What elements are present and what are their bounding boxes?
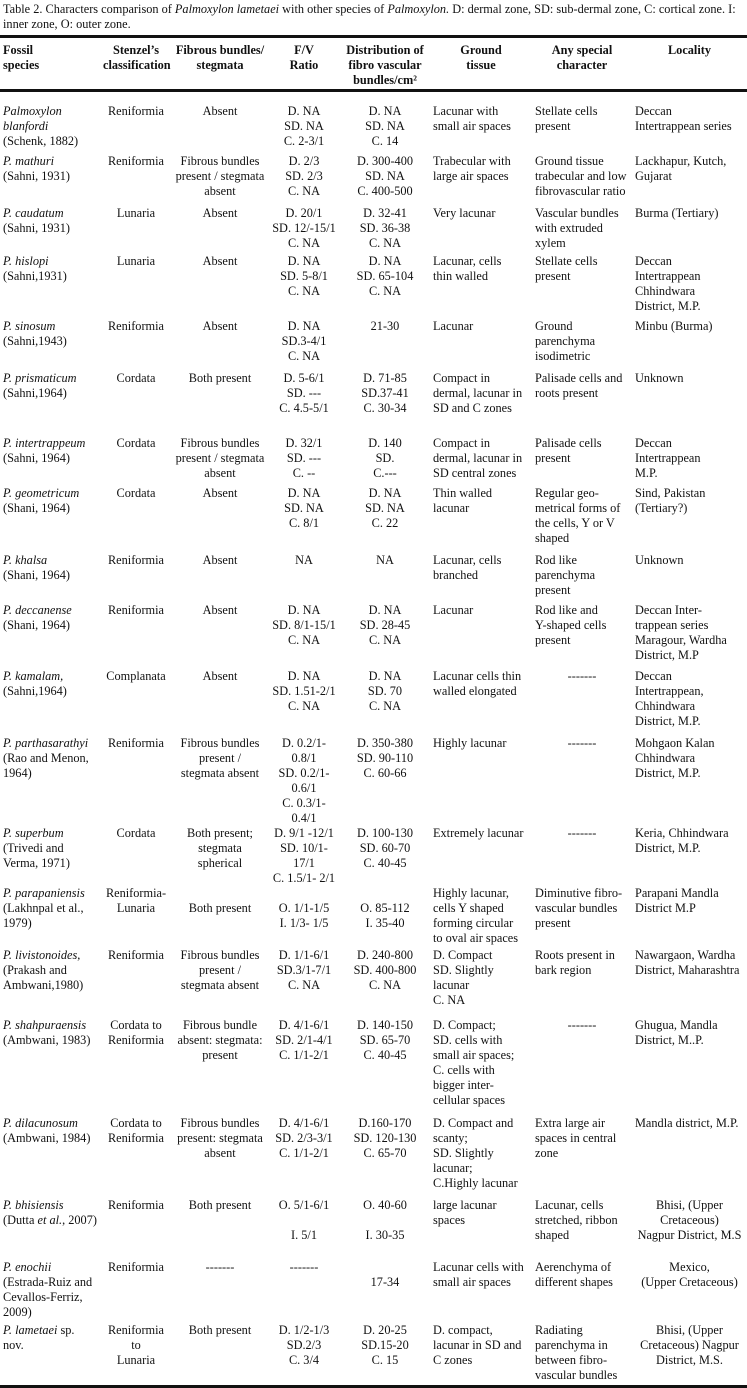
table-row [0, 886, 747, 948]
cell-fossil-species [0, 736, 100, 826]
cell-fossil-species [0, 254, 100, 319]
header-distribution: Distribution of fibro vascular bundles/cm² [346, 43, 424, 87]
cell-ground-tissue: D. Compact; SD. cells with small air spaces; C. cells with bigger inter- cellular spaces [433, 1017, 515, 1107]
table-body [0, 91, 747, 1387]
cell-distribution: D. 140-150 SD. 65-70 C. 40-45 [356, 1017, 413, 1062]
cell-fossil-species [0, 603, 100, 669]
italic-text: P. mathuri [3, 153, 55, 168]
text: , 2007) [62, 1212, 97, 1227]
table-row [0, 319, 747, 371]
cell-fv-ratio: D. NA SD. 5-8/1 C. NA [280, 253, 328, 298]
cell-fossil-species [0, 1260, 100, 1323]
cell-fibrous-bundles: Both present; stegmata spherical [187, 825, 253, 870]
cell-stenzel-classification: Reniformia [107, 318, 164, 333]
text: D: dermal zone, SD: sub-dermal zone, C: cortical zone. I: inner zone, O: outer zone. [3, 2, 736, 31]
table-row [0, 1198, 747, 1260]
cell-ground-tissue: Highly lacunar, cells Y shaped forming circular to oval air spaces [433, 885, 519, 945]
text: (Trivedi and Verma, 1971) [3, 840, 70, 870]
cell-locality: Minbu (Burma) [635, 318, 713, 333]
italic-text: P. khalsa [3, 552, 48, 567]
text: (Ambwani, 1984) [3, 1130, 91, 1145]
cell-special-character: Regular geo- metrical forms of the cells, Y or V shaped [535, 485, 621, 545]
cell-fibrous-bundles: Absent [202, 205, 238, 220]
cell-special-character: Radiating parenchyma in between fibro- vascular bundles [535, 1322, 618, 1382]
cell-ground-tissue: D. Compact SD. Slightly lacunar C. NA [433, 947, 494, 1007]
cell-distribution: D. NA SD. 65-104 C. NA [356, 253, 414, 298]
table-row [0, 1323, 747, 1387]
text: (Estrada-Ruiz and Cevallos-Ferriz, 2009) [3, 1274, 93, 1319]
cell-distribution: D. 100-130 SD. 60-70 C. 40-45 [356, 825, 413, 870]
cell-fv-ratio: D. 9/1 -12/1 SD. 10/1-17/1 C. 1.5/1- 2/1 [272, 825, 336, 885]
cell-stenzel-classification: Lunaria [116, 205, 156, 220]
cell-fossil-species [0, 948, 100, 1018]
header-stenzel-classification: Stenzel’s classification [103, 43, 171, 72]
cell-special-character: Palisade cells present [535, 435, 602, 465]
cell-stenzel-classification: Cordata [116, 435, 156, 450]
cell-fibrous-bundles: Absent [202, 668, 238, 683]
comparison-table [0, 35, 747, 1388]
cell-fibrous-bundles: Fibrous bundle absent: stegmata: present [177, 1017, 263, 1062]
cell-stenzel-classification: Reniformia [107, 153, 164, 168]
table-row [0, 948, 747, 1018]
cell-fv-ratio: O. 5/1-6/1 I. 5/1 [278, 1197, 330, 1242]
cell-ground-tissue: Very lacunar [433, 205, 496, 220]
cell-ground-tissue: Lacunar cells with small air spaces [433, 1259, 524, 1289]
table-row [0, 1260, 747, 1323]
cell-fibrous-bundles: Absent [202, 602, 238, 617]
italic-text: P. dilacunosum [3, 1115, 78, 1130]
cell-fibrous-bundles: Both present [188, 1322, 252, 1337]
cell-fossil-species [0, 1323, 100, 1387]
cell-locality: Sind, Pakistan (Tertiary?) [635, 485, 706, 515]
text: with other species of [279, 2, 388, 16]
cell-stenzel-classification: Cordata [116, 825, 156, 840]
cell-locality: Parapani Mandla District M.P [635, 885, 719, 915]
cell-locality: Mandla district, M.P. [635, 1115, 739, 1130]
cell-ground-tissue: Lacunar, cells thin walled [433, 253, 502, 283]
cell-fv-ratio: D. 4/1-6/1 SD. 2/1-4/1 C. 1/1-2/1 [275, 1017, 333, 1062]
table-row [0, 1018, 747, 1116]
table-row [0, 1116, 747, 1198]
cell-ground-tissue: Lacunar [433, 602, 474, 617]
cell-ground-tissue: Lacunar with small air spaces [433, 104, 511, 133]
cell-special-character: Stellate cells present [535, 104, 598, 133]
cell-fossil-species [0, 154, 100, 206]
cell-distribution: NA [376, 552, 394, 567]
italic-text: P. parthasarathyi [3, 735, 89, 750]
cell-distribution: D. NA SD. 70 C. NA [367, 668, 403, 713]
cell-stenzel-classification: Complanata [106, 668, 166, 683]
cell-special-character: ------- [567, 668, 597, 683]
cell-ground-tissue: Trabecular with large air spaces [433, 153, 511, 183]
cell-distribution: D. 32-41 SD. 36-38 C. NA [359, 205, 411, 250]
cell-stenzel-classification: Reniformia [107, 947, 164, 962]
cell-special-character: ------- [567, 1017, 597, 1032]
italic-text: Palmoxylon blanfordi [3, 104, 62, 133]
italic-text: P. intertrappeum [3, 435, 86, 450]
cell-ground-tissue: Compact in dermal, lacunar in SD central zones [433, 435, 523, 480]
cell-ground-tissue: Lacunar, cells branched [433, 552, 502, 582]
cell-distribution: D. 20-25 SD.15-20 C. 15 [361, 1322, 409, 1367]
italic-text: P. caudatum [3, 205, 64, 220]
cell-special-character: Ground tissue trabecular and low fibrovascular ratio [535, 153, 627, 198]
cell-fv-ratio: D. NA SD.3-4/1 C. NA [281, 318, 327, 363]
cell-locality: Lackhapur, Kutch, Gujarat [635, 153, 727, 183]
cell-fossil-species [0, 319, 100, 371]
cell-fossil-species [0, 436, 100, 486]
cell-fossil-species [0, 1116, 100, 1198]
cell-stenzel-classification: Reniformia [107, 735, 164, 750]
cell-fibrous-bundles: Fibrous bundles present / stegmata absent [180, 735, 260, 780]
cell-distribution: 17-34 [370, 1274, 400, 1289]
text: (Schenk, 1882) [3, 134, 79, 148]
cell-stenzel-classification: Reniformia to Lunaria [107, 1322, 164, 1367]
cell-fv-ratio: D. NA SD. NA C. 8/1 [284, 485, 324, 530]
cell-special-character: Rod like and Y-shaped cells present [535, 602, 607, 647]
cell-fibrous-bundles: ------- [205, 1259, 235, 1274]
italic-text: P. hislopi [3, 253, 49, 268]
cell-fibrous-bundles: Both present [188, 900, 252, 915]
header-fibrous-bundles: Fibrous bundles/ stegmata [175, 43, 265, 72]
text: (Shani, 1964) [3, 567, 70, 582]
cell-ground-tissue: D. compact, lacunar in SD and C zones [433, 1322, 522, 1367]
italic-text: et al. [37, 1212, 63, 1227]
text: (Sahni, 1931) [3, 168, 70, 183]
cell-ground-tissue: Thin walled lacunar [433, 485, 493, 515]
text: (Sahni,1964) [3, 683, 67, 698]
italic-text: Palmoxylon lametaei [174, 2, 280, 16]
table-row [0, 206, 747, 254]
comparison-table-wrapper [0, 35, 747, 1388]
header-fv-ratio: F/V Ratio [289, 43, 319, 72]
header-ground-tissue: Ground tissue [460, 43, 502, 72]
italic-text: P. geometricum [3, 485, 80, 500]
cell-fibrous-bundles: Fibrous bundles present / stegmata absent [175, 435, 265, 480]
table-row [0, 826, 747, 886]
text: (Sahni, 1931) [3, 220, 70, 235]
text: (Rao and Menon, 1964) [3, 750, 89, 780]
italic-text: P. deccanense [3, 602, 72, 617]
text: (Dutta [3, 1212, 35, 1227]
text: (Sahni, 1964) [3, 450, 70, 465]
table-row [0, 603, 747, 669]
text: (Sahni,1964) [3, 385, 67, 400]
cell-locality: Deccan Inter- trappean series Maragour, Wardha District, M.P [635, 602, 727, 662]
cell-locality: Bhisi, (Upper Cretaceous) Nagpur District, M.S [637, 1197, 742, 1242]
italic-text: P. bhisiensis [3, 1197, 64, 1212]
cell-special-character: Vascular bundles with extruded xylem [535, 205, 619, 250]
table-caption [3, 2, 743, 32]
cell-locality: Bhisi, (Upper Cretaceous) Nagpur District, M.S. [640, 1322, 739, 1367]
text: (Shani, 1964) [3, 617, 70, 632]
cell-special-character: Lacunar, cells stretched, ribbon shaped [535, 1197, 618, 1242]
text: (Prakash and Ambwani,1980) [3, 962, 84, 992]
italic-text: P. shahpuraensis [3, 1017, 87, 1032]
cell-ground-tissue: D. Compact and scanty; SD. Slightly lacunar; C.Highly lacunar [433, 1115, 518, 1190]
text: (Lakhnpal et al., 1979) [3, 900, 84, 930]
cell-distribution: D. 350-380 SD. 90-110 C. 60-66 [356, 735, 414, 780]
cell-fossil-species [0, 826, 100, 886]
text: (Shani, 1964) [3, 500, 70, 515]
cell-fibrous-bundles: Absent [202, 552, 238, 567]
cell-locality: Deccan Intertrappean series [635, 104, 732, 133]
cell-special-character: Rod like parenchyma present [535, 552, 596, 597]
table-row [0, 371, 747, 436]
table-row [0, 254, 747, 319]
cell-stenzel-classification: Reniformia [107, 602, 164, 617]
cell-distribution: O. 40-60 I. 30-35 [363, 1197, 407, 1242]
header-locality: Locality [667, 43, 712, 57]
cell-locality: Ghugua, Mandla District, M..P. [635, 1017, 718, 1047]
header-fossil-species: Fossil species [3, 43, 40, 72]
cell-stenzel-classification: Lunaria [116, 253, 156, 268]
cell-fossil-species [0, 371, 100, 436]
cell-fibrous-bundles: Fibrous bundles present / stegmata absent [180, 947, 260, 992]
cell-ground-tissue: Compact in dermal, lacunar in SD and C zones [433, 370, 523, 415]
italic-text: P. superbum [3, 825, 64, 840]
cell-fv-ratio: D. NA SD. NA C. 2-3/1 [283, 104, 325, 148]
cell-stenzel-classification: Cordata to Reniformia [107, 1115, 164, 1145]
italic-text: P. parapaniensis [3, 885, 85, 900]
italic-text: Palmoxylon. [387, 2, 450, 16]
text: Table 2. Characters comparison of [3, 2, 175, 16]
cell-fv-ratio: D. 32/1 SD. --- C. -- [285, 435, 323, 480]
cell-fv-ratio: NA [295, 552, 313, 567]
cell-locality: Deccan Intertrappean M.P. [635, 435, 701, 480]
cell-fossil-species [0, 206, 100, 254]
table-row [0, 553, 747, 603]
cell-fibrous-bundles: Absent [202, 104, 238, 118]
cell-fibrous-bundles: Absent [202, 485, 238, 500]
italic-text: P. sinosum [3, 318, 56, 333]
cell-fibrous-bundles: Absent [202, 253, 238, 268]
cell-distribution: D.160-170 SD. 120-130 C. 65-70 [353, 1115, 417, 1160]
cell-special-character: Stellate cells present [535, 253, 598, 283]
cell-locality: Unknown [635, 552, 684, 567]
cell-fossil-species [0, 553, 100, 603]
cell-special-character: Extra large air spaces in central zone [535, 1115, 617, 1160]
italic-text: P. enochii [3, 1259, 52, 1274]
cell-stenzel-classification: Reniformia [107, 1259, 164, 1274]
cell-locality: Burma (Tertiary) [635, 205, 719, 220]
cell-stenzel-classification: Cordata [116, 485, 156, 500]
header-special-character: Any special character [551, 43, 613, 72]
italic-text: P. lametaei [3, 1322, 58, 1337]
cell-ground-tissue: large lacunar spaces [433, 1197, 497, 1227]
cell-fossil-species [0, 486, 100, 553]
cell-special-character: ------- [567, 735, 597, 750]
text: (Ambwani, 1983) [3, 1032, 91, 1047]
cell-distribution: D. NA SD. NA C. 14 [365, 104, 405, 148]
italic-text: P. kamalam, [3, 668, 64, 683]
table-header [0, 37, 747, 91]
table-row [0, 486, 747, 553]
cell-fv-ratio: D. 20/1 SD. 12/-15/1 C. NA [272, 205, 336, 250]
cell-fv-ratio: D. 1/1-6/1 SD.3/1-7/1 C. NA [276, 947, 332, 992]
table-row [0, 669, 747, 736]
cell-fv-ratio: D. 1/2-1/3 SD.2/3 C. 3/4 [278, 1322, 330, 1367]
cell-fv-ratio: D. 4/1-6/1 SD. 2/3-3/1 C. 1/1-2/1 [275, 1115, 333, 1160]
cell-locality: Keria, Chhindwara District, M.P. [635, 825, 729, 855]
cell-fossil-species [0, 669, 100, 736]
cell-special-character: Aerenchyma of different shapes [535, 1259, 613, 1289]
cell-locality: Deccan Intertrappean, Chhindwara District, M.P. [635, 668, 704, 728]
cell-distribution: O. 85-112 I. 35-40 [360, 900, 410, 930]
cell-special-character: ------- [567, 825, 597, 840]
cell-locality: Mexico, (Upper Cretaceous) [641, 1259, 738, 1289]
cell-fv-ratio: D. 0.2/1- 0.8/1 SD. 0.2/1-0.6/1 C. 0.3/1-0.4/1 [278, 735, 330, 825]
cell-special-character: Diminutive fibro- vascular bundles present [535, 885, 623, 930]
cell-fv-ratio: D. NA SD. 8/1-15/1 C. NA [272, 602, 336, 647]
cell-distribution: D. NA SD. 28-45 C. NA [359, 602, 411, 647]
cell-fv-ratio: ------- [289, 1259, 319, 1274]
cell-fibrous-bundles: Fibrous bundles present: stegmata absent [177, 1115, 263, 1160]
cell-stenzel-classification: Reniformia [107, 104, 164, 118]
cell-stenzel-classification: Reniformia- Lunaria [105, 885, 167, 915]
cell-distribution: D. 300-400 SD. NA C. 400-500 [356, 153, 413, 198]
table-row [0, 154, 747, 206]
italic-text: P. livistonoides, [3, 947, 81, 962]
cell-locality: Unknown [635, 370, 684, 385]
cell-stenzel-classification: Cordata to Reniformia [107, 1017, 164, 1047]
table-row [0, 91, 747, 154]
cell-locality: Deccan Intertrappean Chhindwara District, M.P. [635, 253, 701, 313]
italic-text: P. prismaticum [3, 370, 77, 385]
cell-fv-ratio: D. 2/3 SD. 2/3 C. NA [285, 153, 323, 198]
cell-special-character: Ground parenchyma isodimetric [535, 318, 596, 363]
cell-locality: Nawargaon, Wardha District, Maharashtra [635, 947, 740, 977]
cell-fibrous-bundles: Both present [188, 1197, 252, 1212]
cell-distribution: D. NA SD. NA C. 22 [365, 485, 405, 530]
table-row [0, 436, 747, 486]
cell-fossil-species [0, 1198, 100, 1260]
cell-distribution: D. 71-85 SD.37-41 C. 30-34 [361, 370, 409, 415]
text: (Sahni,1943) [3, 333, 67, 348]
cell-fibrous-bundles: Fibrous bundles present / stegmata absent [175, 153, 265, 198]
text: (Sahni,1931) [3, 268, 67, 283]
cell-special-character: Roots present in bark region [535, 947, 615, 977]
table-row [0, 736, 747, 826]
cell-distribution: D. 240-800 SD. 400-800 C. NA [353, 947, 417, 992]
cell-fibrous-bundles: Absent [202, 318, 238, 333]
text: sp. nov. [3, 1322, 75, 1352]
cell-distribution: D. 140 SD. C.--- [368, 435, 402, 480]
cell-ground-tissue: Highly lacunar [433, 735, 507, 750]
cell-fossil-species [0, 91, 100, 154]
cell-fv-ratio: D. NA SD. 1.51-2/1 C. NA [272, 668, 336, 713]
cell-ground-tissue: Extremely lacunar [433, 825, 524, 840]
cell-fv-ratio: D. 5-6/1 SD. --- C. 4.5-5/1 [279, 370, 329, 415]
cell-distribution: 21-30 [370, 318, 400, 333]
cell-fossil-species [0, 886, 100, 948]
cell-fossil-species [0, 1018, 100, 1116]
cell-stenzel-classification: Cordata [116, 370, 156, 385]
cell-fibrous-bundles: Both present [188, 370, 252, 385]
cell-stenzel-classification: Reniformia [107, 552, 164, 567]
cell-special-character: Palisade cells and roots present [535, 370, 623, 400]
cell-ground-tissue: Lacunar cells thin walled elongated [433, 668, 522, 698]
cell-ground-tissue: Lacunar [433, 318, 474, 333]
cell-stenzel-classification: Reniformia [107, 1197, 164, 1212]
cell-fv-ratio: O. 1/1-1/5 I. 1/3- 1/5 [278, 900, 330, 930]
cell-locality: Mohgaon Kalan Chhindwara District, M.P. [635, 735, 715, 780]
